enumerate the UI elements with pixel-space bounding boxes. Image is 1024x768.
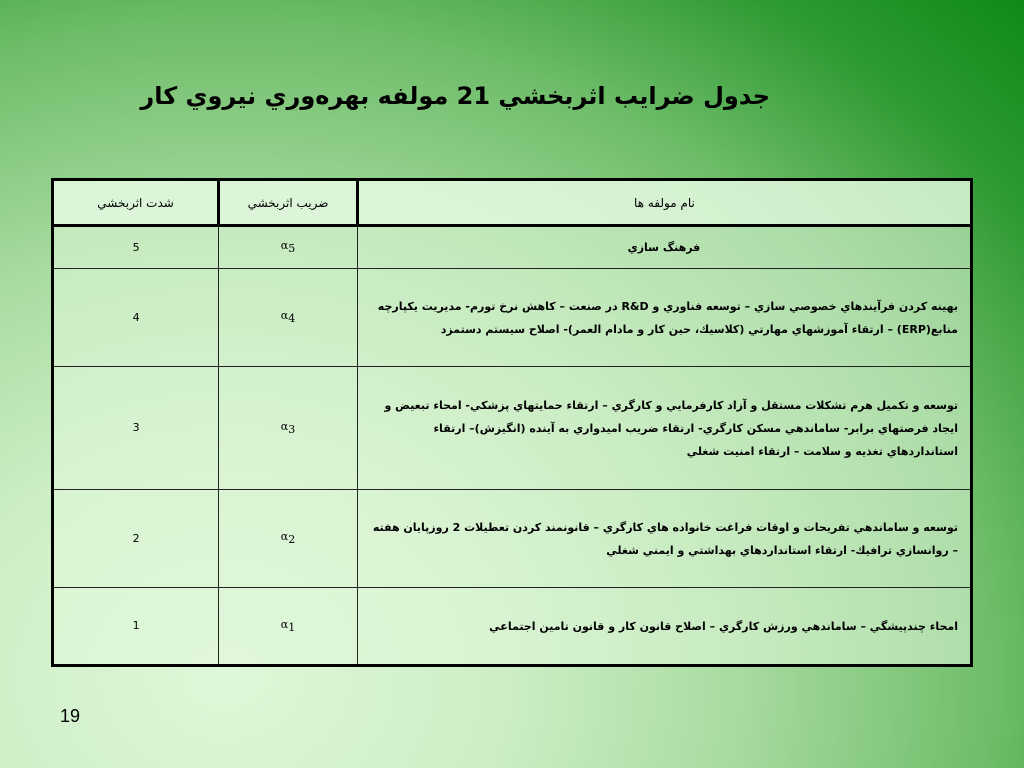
severity-cell: 5 bbox=[53, 226, 219, 269]
table-row bbox=[53, 367, 972, 490]
alpha-subscript: 2 bbox=[288, 533, 296, 547]
alpha-symbol: α bbox=[280, 419, 289, 433]
header-severity: شدت اثربخشي bbox=[53, 180, 219, 226]
severity-cell: 3 bbox=[53, 367, 219, 490]
component-names-cell: بهينه كردن فرآيندهاي خصوصي سازي – توسعه فناوري و R&D در صنعت – كاهش نرخ تورم- مديريت يكپارچه منابع(ERP) – ارتقاء آموزشهاي مهارتي (كلاسيك، حين كار و مادام العمر)- اصلاح سيستم دستمزد bbox=[357, 269, 971, 367]
alpha-symbol: α bbox=[280, 239, 289, 253]
alpha-symbol: α bbox=[280, 309, 289, 323]
alpha-subscript: 1 bbox=[288, 621, 296, 635]
component-names-cell: توسعه و ساماندهي تفريحات و اوقات فراغت خانواده هاي كارگري – قانونمند كردن تعطيلات 2 روزپايان هفته – روانسازي ترافيك- ارتقاء استانداردهاي بهداشتي و ايمني شغلي bbox=[357, 490, 971, 588]
header-coefficient: ضريب اثربخشي bbox=[219, 180, 358, 226]
severity-cell: 4 bbox=[53, 269, 219, 367]
alpha-subscript: 3 bbox=[288, 423, 296, 437]
table-row bbox=[53, 490, 972, 588]
slide-title: جدول ضرایب اثربخشي 21 مولفه بهره‌وري نيروي كار bbox=[140, 82, 770, 110]
coefficient-cell bbox=[219, 490, 358, 588]
severity-cell: 1 bbox=[53, 588, 219, 666]
coefficient-cell bbox=[219, 226, 358, 269]
table-row bbox=[53, 588, 972, 666]
coefficient-cell bbox=[219, 269, 358, 367]
header-component-name: نام مولفه ها bbox=[357, 180, 971, 226]
effectiveness-coefficients-table bbox=[51, 178, 973, 667]
page-number: 19 bbox=[60, 706, 81, 726]
alpha-symbol: α bbox=[280, 530, 289, 544]
component-names-cell: توسعه و تكميل هرم تشكلات مستقل و آزاد كارفرمايي و كارگري – ارتقاء حمايتهاي پزشكي- امحاء تبعيض و ايجاد فرصتهاي برابر- ساماندهي مسكن كارگري- ارتقاء ضريب اميدواري به آينده (انگيزش)– ارتقاء استانداردهاي تغذيه و سلامت – ارتقاء امنيت شغلي bbox=[357, 367, 971, 490]
coefficient-cell bbox=[219, 588, 358, 666]
alpha-subscript: 4 bbox=[288, 312, 296, 326]
table-header-row bbox=[53, 180, 972, 226]
table-row bbox=[53, 269, 972, 367]
alpha-symbol: α bbox=[280, 617, 289, 631]
coefficient-cell bbox=[219, 367, 358, 490]
component-names-cell: فرهنگ سازي bbox=[357, 226, 971, 269]
severity-cell: 2 bbox=[53, 490, 219, 588]
table-row bbox=[53, 226, 972, 269]
alpha-subscript: 5 bbox=[288, 242, 296, 256]
component-names-cell: امحاء چندپيشگي – ساماندهي ورزش كارگري – اصلاح قانون كار و قانون تامين اجتماعي bbox=[357, 588, 971, 666]
